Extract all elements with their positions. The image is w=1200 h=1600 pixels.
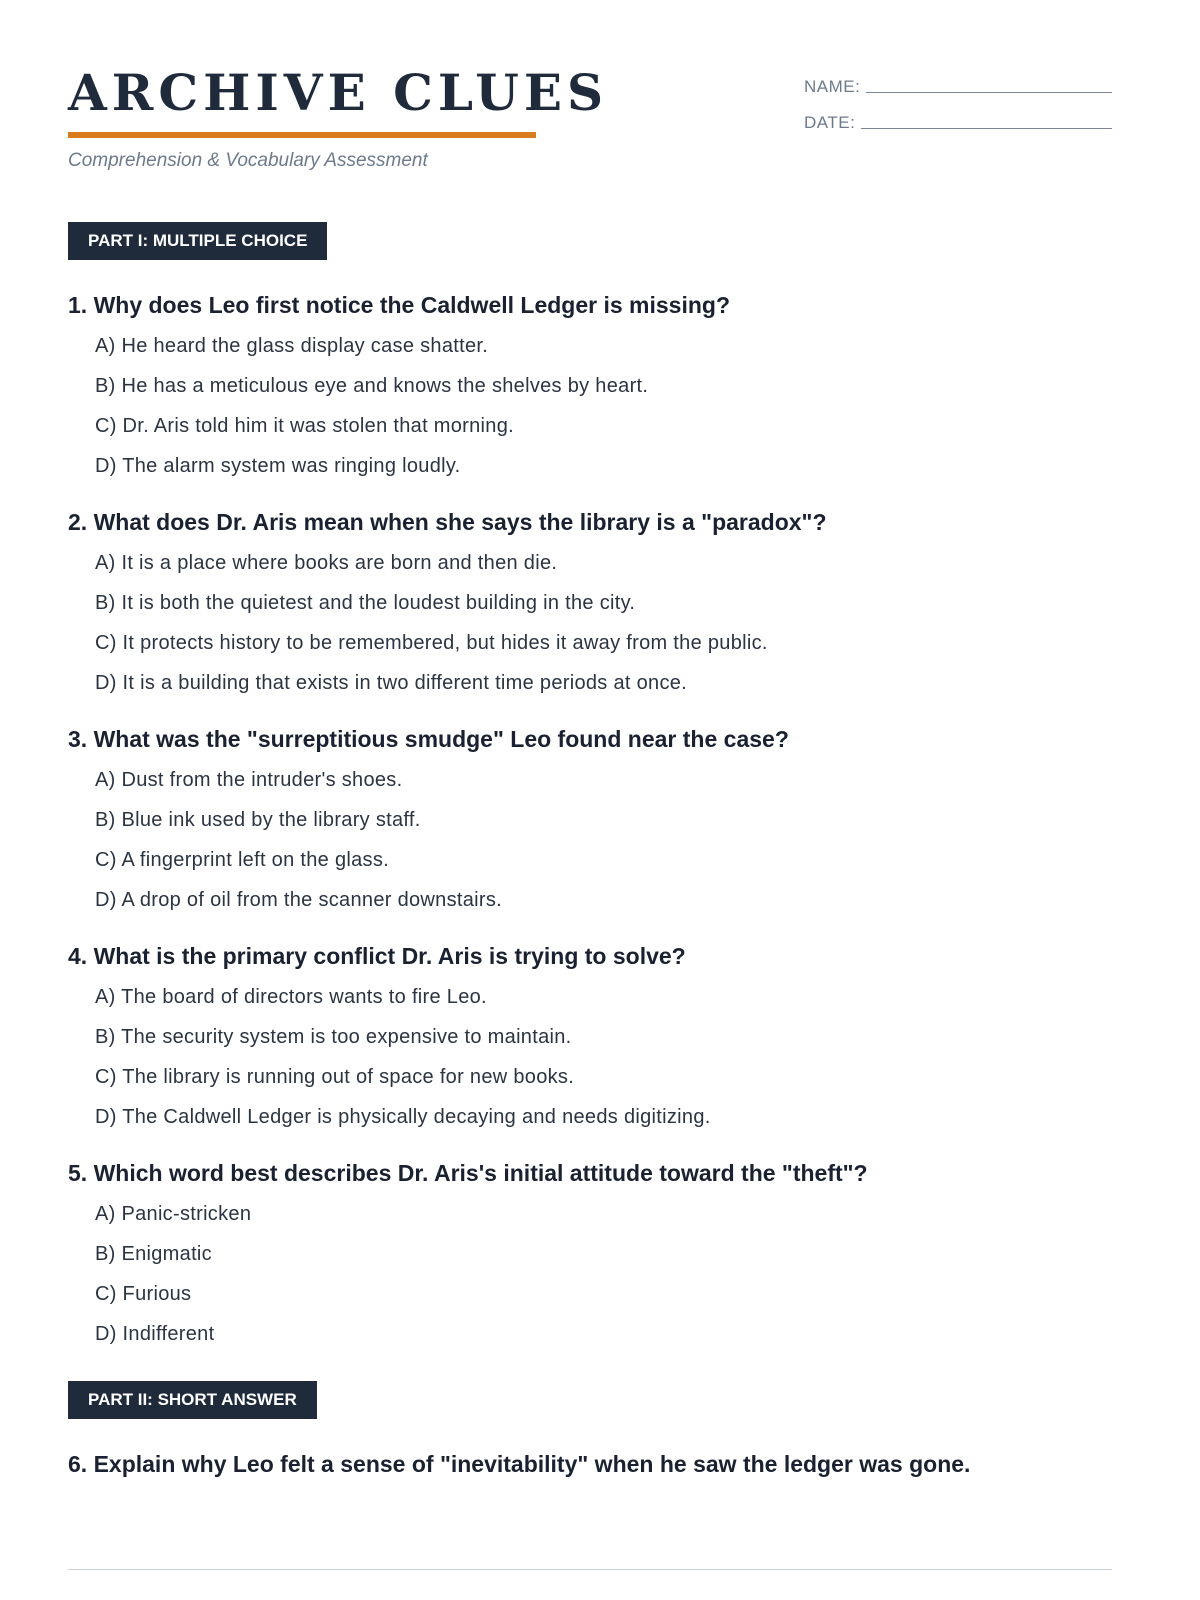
option-d[interactable]: D) A drop of oil from the scanner downstairs. (95, 889, 503, 911)
option-a[interactable]: A) He heard the glass display case shatter. (95, 335, 489, 357)
option-b[interactable]: B) He has a meticulous eye and knows the shelves by heart. (95, 375, 649, 397)
option-d[interactable]: D) The Caldwell Ledger is physically decaying and needs digitizing. (95, 1106, 711, 1128)
option-a[interactable]: A) It is a place where books are born and then die. (95, 552, 558, 574)
option-a[interactable]: A) Dust from the intruder's shoes. (95, 769, 403, 791)
question-4 (68, 941, 1112, 1137)
date-label: DATE: (804, 113, 856, 132)
name-label: NAME: (804, 77, 861, 96)
question-text: 5. Which word best describes Dr. Aris's initial attitude toward the "theft"? (68, 1160, 868, 1186)
option-a[interactable]: A) The board of directors wants to fire Leo. (95, 986, 487, 1008)
answer-options (68, 977, 1112, 1137)
answer-options (68, 1194, 1112, 1354)
option-b[interactable]: B) Blue ink used by the library staff. (95, 809, 421, 831)
option-c[interactable]: C) Furious (95, 1283, 192, 1305)
question-1 (68, 290, 1112, 486)
option-c[interactable]: C) It protects history to be remembered, but hides it away from the public. (95, 632, 768, 654)
question-5 (68, 1158, 1112, 1354)
option-a[interactable]: A) Panic-stricken (95, 1203, 252, 1225)
option-c[interactable]: C) Dr. Aris told him it was stolen that morning. (95, 415, 514, 437)
name-row (804, 68, 1112, 95)
answer-line[interactable] (68, 1569, 1112, 1570)
answer-options (68, 760, 1112, 920)
title-block (68, 63, 609, 172)
question-2 (68, 507, 1112, 703)
question-text: 4. What is the primary conflict Dr. Aris is trying to solve? (68, 943, 686, 969)
question-text: 6. Explain why Leo felt a sense of "inevitability" when he saw the ledger was gone. (68, 1451, 971, 1477)
option-d[interactable]: D) It is a building that exists in two different time periods at once. (95, 672, 688, 694)
option-c[interactable]: C) A fingerprint left on the glass. (95, 849, 389, 871)
worksheet-subtitle: Comprehension & Vocabulary Assessment (68, 150, 428, 171)
question-text: 3. What was the "surreptitious smudge" Leo found near the case? (68, 726, 789, 752)
part-2-heading: PART II: SHORT ANSWER (68, 1381, 317, 1419)
option-b[interactable]: B) Enigmatic (95, 1243, 212, 1265)
option-b[interactable]: B) The security system is too expensive to maintain. (95, 1026, 572, 1048)
date-row (804, 104, 1112, 131)
part-1-heading: PART I: MULTIPLE CHOICE (68, 222, 327, 260)
option-b[interactable]: B) It is both the quietest and the loudest building in the city. (95, 592, 636, 614)
answer-options (68, 326, 1112, 486)
multiple-choice-questions (68, 290, 1112, 1354)
part-2-section (68, 1381, 1112, 1479)
question-6 (68, 1449, 1112, 1479)
question-3 (68, 724, 1112, 920)
name-field[interactable] (866, 91, 1112, 93)
option-c[interactable]: C) The library is running out of space for new books. (95, 1066, 575, 1088)
worksheet-title: ARCHIVE CLUES (68, 63, 609, 122)
question-text: 1. Why does Leo first notice the Caldwell Ledger is missing? (68, 292, 731, 318)
title-underline (68, 132, 536, 138)
date-field[interactable] (861, 127, 1112, 129)
student-info (804, 68, 1112, 140)
answer-options (68, 543, 1112, 703)
option-d[interactable]: D) The alarm system was ringing loudly. (95, 455, 461, 477)
option-d[interactable]: D) Indifferent (95, 1323, 215, 1345)
question-text: 2. What does Dr. Aris mean when she says the library is a "paradox"? (68, 509, 827, 535)
worksheet-header (68, 0, 1112, 214)
